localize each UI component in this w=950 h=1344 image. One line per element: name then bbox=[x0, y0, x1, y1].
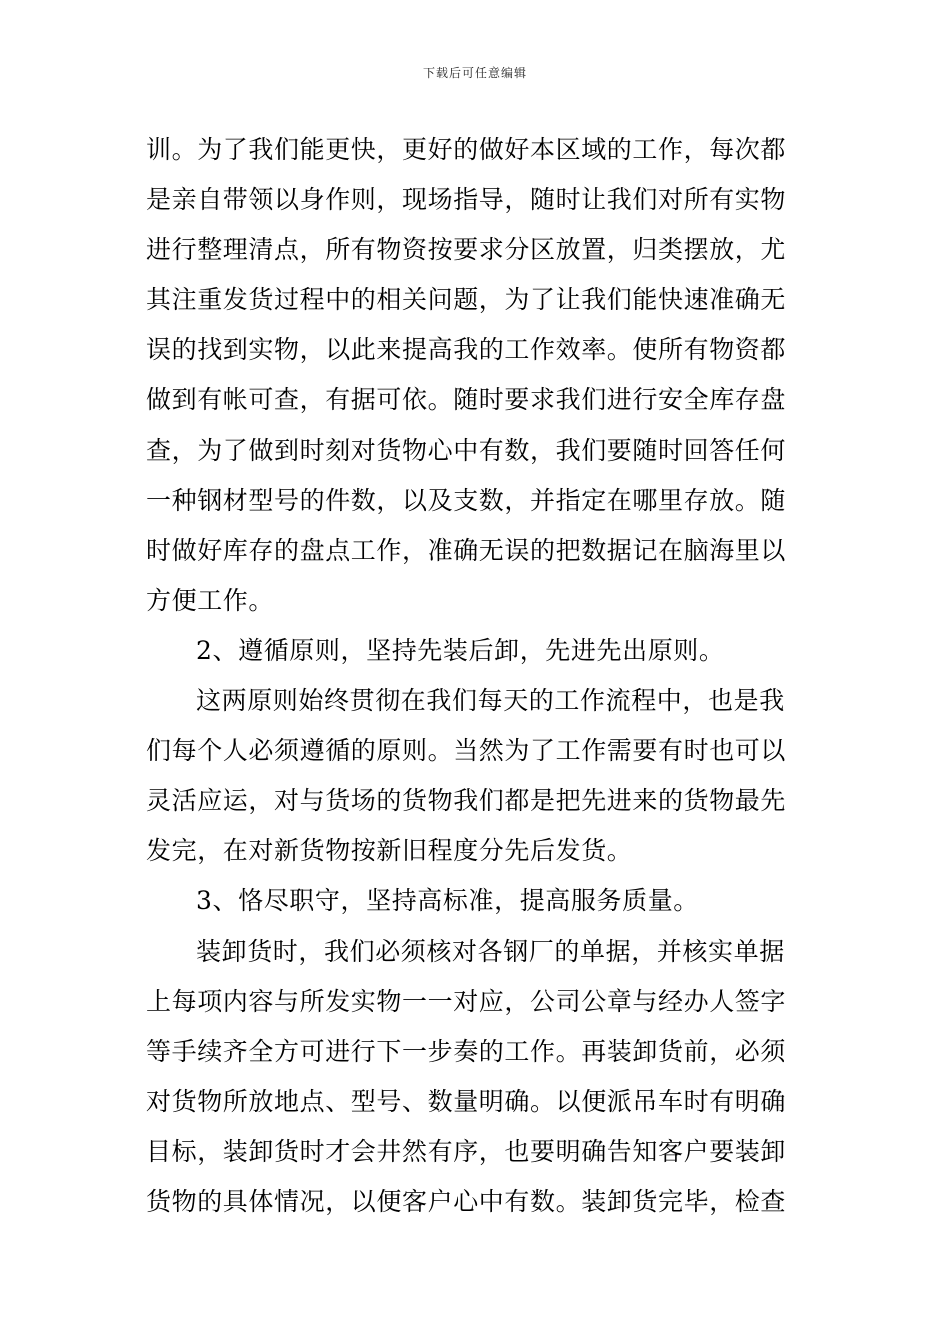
text-line: 上每项内容与所发实物一一对应，公司公章与经办人签字 bbox=[146, 986, 787, 1016]
text-line: 2、遵循原则，坚持先装后卸，先进先出原则。 bbox=[196, 635, 725, 665]
text-line: 进行整理清点，所有物资按要求分区放置，归类摆放，尤 bbox=[146, 235, 787, 265]
text-line: 灵活应运，对与货场的货物我们都是把先进来的货物最先 bbox=[146, 786, 787, 816]
text-line: 对货物所放地点、型号、数量明确。以便派吊车时有明确 bbox=[146, 1086, 787, 1116]
text-line: 一种钢材型号的件数，以及支数，并指定在哪里存放。随 bbox=[146, 485, 787, 515]
text-line: 发完，在对新货物按新旧程度分先后发货。 bbox=[146, 836, 633, 866]
text-line: 们每个人必须遵循的原则。当然为了工作需要有时也可以 bbox=[146, 736, 787, 766]
text-line: 方便工作。 bbox=[146, 585, 275, 615]
text-line: 时做好库存的盘点工作，准确无误的把数据记在脑海里以 bbox=[146, 535, 787, 565]
text-line: 装卸货时，我们必须核对各钢厂的单据，并核实单据 bbox=[196, 936, 785, 966]
text-line: 做到有帐可查，有据可依。随时要求我们进行安全库存盘 bbox=[146, 385, 787, 415]
text-line: 目标，装卸货时才会井然有序，也要明确告知客户要装卸 bbox=[146, 1136, 787, 1166]
text-line: 3、恪尽职守，坚持高标准，提高服务质量。 bbox=[196, 886, 699, 916]
text-line: 等手续齐全方可进行下一步奏的工作。再装卸货前，必须 bbox=[146, 1036, 787, 1066]
document-body bbox=[146, 125, 806, 1227]
text-line: 是亲自带领以身作则，现场指导，随时让我们对所有实物 bbox=[146, 185, 787, 215]
page-header: 下载后可任意编辑 bbox=[422, 66, 527, 80]
text-line: 训。为了我们能更快，更好的做好本区域的工作，每次都 bbox=[146, 135, 787, 164]
text-line: 查，为了做到时刻对货物心中有数，我们要随时回答任何 bbox=[146, 435, 787, 465]
text-line: 其注重发货过程中的相关问题，为了让我们能快速准确无 bbox=[146, 285, 787, 315]
text-line: 误的找到实物，以此来提高我的工作效率。使所有物资都 bbox=[146, 335, 787, 365]
text-line: 这两原则始终贯彻在我们每天的工作流程中，也是我 bbox=[196, 686, 785, 716]
text-line: 货物的具体情况，以便客户心中有数。装卸货完毕，检查 bbox=[146, 1186, 787, 1216]
